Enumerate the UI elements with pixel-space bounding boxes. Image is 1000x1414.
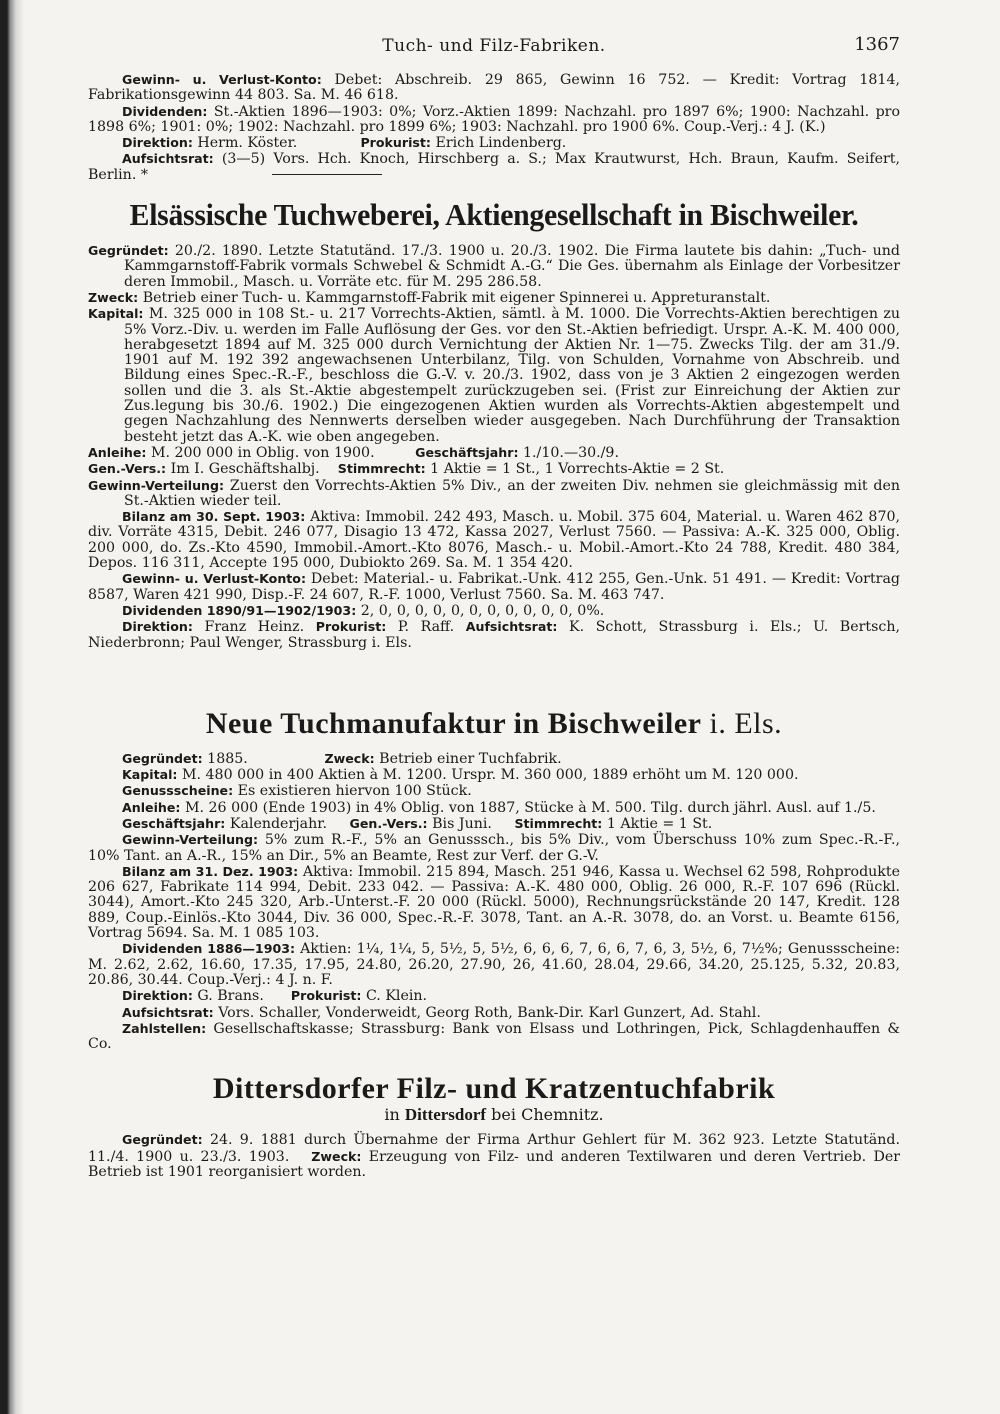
entry-text: Im I. Geschäftshalbj.: [170, 461, 320, 478]
entry-text: 1./10.—30./9.: [523, 444, 619, 461]
entry-text: M. 200 000 in Oblig. von 1900.: [150, 444, 375, 461]
entry-text: M. 325 000 in 108 St.- u. 217 Vorrechts-Aktien, sämtl. à M. 1000. Die Vorrechts-Aktien berechtigen zu 5% Vorz.-Div. u. werden im Falle Auflösung der Ges. vor den St.-Aktien befriedigt. Urspr. A.-K. M. 400 000, herabgesetzt 1894 auf M. 325 000 durch Vernichtung der Aktien Nr. 1—75. Zwecks Tilg. der am 31./9. 1901 auf M. 192 392 angewachsenen Unterbilanz, Tilg. von Schulden, Vornahme von Abschreib. und Bildung eines Spec.-R.-F., beschloss die G.-V. v. 20./3. 1902, dass von je 3 Aktien 2 eingezogen werden sollen und die 3. als St.-Aktie abgestempelt zurückzugeben sei. (Frist zur Einreichung der Aktien zur Zus.legung bis 30./6. 1902.) Die eingezogenen Aktien wurden als Vorrechts-Aktien abgestempelt und gegen Nachzahlung des Nennwerts derselben wieder ausgegeben. Nach Durchführung der Transaktion besteht jetzt das A.-K. wie oben angegeben.: [124, 306, 900, 445]
entry-label: Gen.-Vers.:: [349, 815, 428, 831]
gegruendet-entry: [88, 1132, 900, 1180]
entry-label: Zahlstellen:: [122, 1020, 207, 1036]
entry-label: Gewinn-Verteilung:: [122, 832, 259, 848]
kapital-entry: [88, 306, 900, 445]
entry-text: Zuerst den Vorrechts-Aktien 5% Div., an der zweiten Div. nehmen sie gleichmässig mit den St.-Aktien wieder teil.: [124, 477, 901, 509]
gegruendet-entry: [88, 243, 900, 290]
entry-text: 24. 9. 1881 durch Übernahme der Firma Arthur Gehlert für M. 362 923. Letzte Statutänd. 11./4. 1900 u. 23./3. 1903.: [88, 1132, 900, 1165]
entry-text: Kalenderjahr.: [229, 815, 327, 832]
company-title-dittersdorfer: [88, 1072, 900, 1106]
gegruendet-entry: [88, 751, 900, 767]
location-prefix: in: [384, 1105, 400, 1125]
entry-text: M. 480 000 in 400 Aktien à M. 1200. Urspr. M. 360 000, 1889 erhöht um M. 120 000.: [181, 767, 799, 784]
page-number: 1367: [854, 34, 900, 55]
entry-text: 5% zum R.-F., 5% an Genusssch., bis 5% Div., vom Überschuss 10% zum Spec.-R.-F., 10% Tant. an A.-R., 15% an Dir., 5% an Beamte, Rest zur Verf. der G.-V.: [88, 832, 900, 864]
entry-text: 1 Aktie = 1 St., 1 Vorrechts-Aktie = 2 St.: [430, 461, 725, 478]
entry-text: Debet: Abschreib. 29 865, Gewinn 16 752. — Kredit: Vortrag 1814, Fabrikationsgewinn 44 803. Sa. M. 46 618.: [88, 72, 900, 104]
genussscheine-entry: [88, 783, 900, 799]
entry-label: Direktion:: [122, 619, 193, 635]
gv-konto-entry: [88, 72, 900, 104]
section-neue-tuchmanufaktur: [88, 751, 900, 1053]
entry-text: 1885.: [207, 750, 248, 767]
entry-label: Dividenden:: [122, 103, 208, 119]
entry-label: Direktion:: [122, 135, 193, 151]
entry-text: (3—5) Vors. Hch. Knoch, Hirschberg a. S.; Max Krautwurst, Hch. Braun, Kaufm. Seifert, Berlin.: [88, 151, 901, 183]
title-main: Neue Tuchmanufaktur in Bischweiler: [205, 706, 702, 740]
entry-text: M. 26 000 (Ende 1903) in 4% Oblig. von 1887, Stücke à M. 500. Tilg. durch jährl. Ausl. auf 1./5.: [184, 799, 876, 816]
entry-text: Aktien: 1¼, 1¼, 5, 5½, 5, 5½, 6, 6, 6, 7, 6, 6, 7, 6, 3, 5½, 6, 7½%; Genussscheine: M. 2.62, 2.62, 16.60, 17.35, 17.95, 24.80, 26.20, 27.90, 26, 41.60, 28.04, 29.66, 34.20, 25.125, 5.32, 20.83, 20.86, 30.44. Coup.-Verj.: 4 J. n. F.: [88, 941, 900, 988]
dividenden-entry: [88, 941, 900, 988]
entry-text: Debet: Material.- u. Fabrikat.-Unk. 412 255, Gen.-Unk. 51 491. — Kredit: Vortrag 8587, Waren 421 990, Disp.-F. 24 607, R.-F. 1000, Verlust 7560. Sa. M. 463 747.: [88, 571, 900, 603]
direktion-entry: [88, 988, 900, 1004]
entry-text: Herm. Köster.: [197, 135, 298, 152]
entry-label: Aufsichtsrat:: [122, 151, 214, 167]
entry-label: Gewinn- u. Verlust-Konto:: [122, 72, 322, 87]
entry-label: Stimmrecht:: [514, 815, 603, 831]
company-title-elsaessische: Elsässische Tuchweberei, Aktiengesellschaft in Bischweiler.: [129, 197, 859, 233]
entry-label: Gegründet:: [122, 750, 203, 766]
entry-text: Aktiva: Immobil. 215 894, Masch. 251 946, Kassa u. Wechsel 62 598, Rohprodukte 206 627, Fabrikate 114 994, Debit. 233 042. — Passiva: A.-K. 480 000, Oblig. 26 000, R.-F. 107 696 (Rückl. 3044), Amort.-Kto 245 320, Arb.-Unterst.-F. 20 000 (Rückl. 5000), Rechnungsrückstände 20 147, Kredit. 128 889, Coup.-Einlös.-Kto 3044, Div. 36 000, Spec.-R.-F. 3078, Tant. an A.-R. 3078, do. an Vorst. u. Beamte 6156, Vortrag 5694. Sa. M. 1 085 103.: [88, 863, 900, 942]
dividenden-entry: [88, 104, 900, 136]
aufsichtsrat-entry: [88, 151, 900, 183]
zweck-entry: [88, 290, 900, 306]
entry-label: Prokurist:: [315, 619, 387, 635]
entry-text: St.-Aktien 1896—1903: 0%; Vorz.-Aktien 1899: Nachzahl. pro 1897 6%; 1900: Nachzahl. pro 1898 6%; 1901: 0%; 1902: Nachzahl. pro 1899 6%; 1903: Nachzahl. pro 1900 6%. Coup.-Verj.: 4 J. (K.): [88, 103, 900, 135]
entry-label: Aufsichtsrat:: [122, 1004, 214, 1020]
entry-label: Gewinn- u. Verlust-Konto:: [122, 571, 306, 587]
entry-label: Zweck:: [311, 1148, 362, 1164]
entry-label: Genussscheine:: [122, 783, 234, 799]
zahlstellen-entry: [88, 1021, 900, 1053]
entry-text: Bis Juni.: [432, 815, 492, 832]
running-title: Tuch- und Filz-Fabriken.: [382, 36, 606, 56]
location-place: Dittersdorf: [404, 1105, 487, 1125]
section-elsaessische: [88, 243, 900, 651]
entry-label: Prokurist:: [290, 988, 362, 1004]
direktion-entry: [88, 135, 900, 151]
entry-text: Betrieb einer Tuch- u. Kammgarnstoff-Fabrik mit eigener Spinnerei u. Appreturanstalt.: [142, 289, 771, 306]
entry-label: Gegründet:: [122, 1132, 203, 1148]
entry-label: Kapital:: [88, 306, 144, 322]
running-head: [88, 30, 900, 66]
company-location-line: [88, 1106, 900, 1124]
entry-label: Anleihe:: [88, 444, 147, 460]
entry-text: 2, 0, 0, 0, 0, 0, 0, 0, 0, 0, 0, 0, 0%.: [360, 602, 605, 619]
entry-text: C. Klein.: [365, 988, 428, 1005]
page: [88, 30, 900, 1180]
company-title-neue-tuchmanufaktur: [88, 707, 900, 741]
title-main: Dittersdorfer Filz- und Kratzentuchfabrik: [212, 1072, 776, 1106]
entry-text: Erich Lindenberg.: [435, 135, 567, 152]
bilanz-entry: [88, 864, 900, 941]
entry-text: Es existieren hiervon 100 Stück.: [237, 783, 472, 800]
footnote-star: *: [140, 166, 148, 183]
entry-label: Stimmrecht:: [337, 461, 426, 477]
geschaeftsjahr-entry: [88, 816, 900, 832]
entry-label: Bilanz am 31. Dez. 1903:: [122, 863, 299, 879]
entry-label: Gen.-Vers.:: [88, 461, 167, 477]
gewinn-verteilung-entry: [88, 478, 900, 510]
title-suffix: i. Els.: [709, 706, 783, 740]
section-divider: [272, 174, 382, 175]
entry-label: Anleihe:: [122, 799, 181, 815]
kapital-entry: [88, 767, 900, 783]
anleihe-entry: [88, 445, 900, 461]
gv-konto-entry: [88, 571, 900, 603]
entry-text: 1 Aktie = 1 St.: [606, 815, 713, 832]
entry-text: Franz Heinz.: [204, 619, 305, 636]
scan-binding-edge: [0, 0, 24, 1414]
aufsichtsrat-entry: [88, 1005, 900, 1021]
entry-label: Aufsichtsrat:: [465, 619, 558, 635]
entry-text: Betrieb einer Tuchfabrik.: [379, 750, 562, 767]
entry-label: Zweck:: [324, 750, 375, 766]
entry-label: Dividenden 1890/91—1902/1903:: [122, 602, 357, 618]
entry-label: Zweck:: [88, 289, 139, 305]
entry-text: Erzeugung von Filz- und anderen Textilwaren und deren Vertrieb. Der Betrieb ist 1901 reorganisiert worden.: [88, 1148, 900, 1181]
entry-text: P. Raff.: [397, 619, 455, 636]
entry-label: Gegründet:: [88, 243, 169, 259]
section-dittersdorfer: [88, 1132, 900, 1180]
gewinn-verteilung-entry: [88, 832, 900, 864]
entry-label: Gewinn-Verteilung:: [88, 477, 225, 493]
entry-label: Kapital:: [122, 767, 178, 783]
entry-label: Geschäftsjahr:: [415, 444, 519, 460]
gen-vers-entry: [88, 461, 900, 477]
entry-text: 20./2. 1890. Letzte Statutänd. 17./3. 1900 u. 20./3. 1902. Die Firma lautete bis dahin: „Tuch- und Kammgarnstoff-Fabrik vormals Schwebel & Schmidt A.-G.“ Die Ges. übernahm als Einlage der Vorbesitzer deren Immobil., Masch. u. Vorräte etc. für M. 295 286.58.: [124, 243, 901, 290]
entry-text: Aktiva: Immobil. 242 493, Masch. u. Mobil. 375 604, Material. u. Waren 462 870, div. Vorräte 4315, Debit. 246 077, Disagio 13 472, Kassa 2027, Verlust 7560. — Passiva: A.-K. 325 000, Oblig. 200 000, do. Zs.-Kto 4590, Immobil.-Amort.-Kto 8076, Masch.- u. Mobil.-Amort.-Kto 24 788, Kredit. 480 384, Depos. 116 311, Accepte 195 000, Dubiokto 269. Sa. M. 1 354 420.: [88, 509, 901, 572]
entry-label: Prokurist:: [360, 135, 431, 151]
dividenden-entry: [88, 603, 900, 619]
entry-label: Bilanz am 30. Sept. 1903:: [122, 509, 306, 525]
entry-text: G. Brans.: [197, 988, 264, 1005]
section-continued: [88, 72, 900, 183]
entry-text: Vors. Schaller, Vonderweidt, Georg Roth, Bank-Dir. Karl Gunzert, Ad. Stahl.: [218, 1004, 761, 1021]
entry-text: K. Schott, Strassburg i. Els.; U. Bertsch, Niederbronn; Paul Wenger, Strassburg i. Els.: [88, 619, 900, 651]
entry-label: Dividenden 1886—1903:: [122, 941, 296, 957]
location-suffix: bei Chemnitz.: [491, 1105, 604, 1125]
bilanz-entry: [88, 509, 900, 571]
direktion-entry: [88, 619, 900, 651]
entry-text: Gesellschaftskasse; Strassburg: Bank von Elsass und Lothringen, Pick, Schlagdenhauffen & Co.: [88, 1020, 901, 1053]
entry-label: Geschäftsjahr:: [122, 815, 226, 831]
entry-label: Direktion:: [122, 988, 193, 1004]
anleihe-entry: [88, 800, 900, 816]
